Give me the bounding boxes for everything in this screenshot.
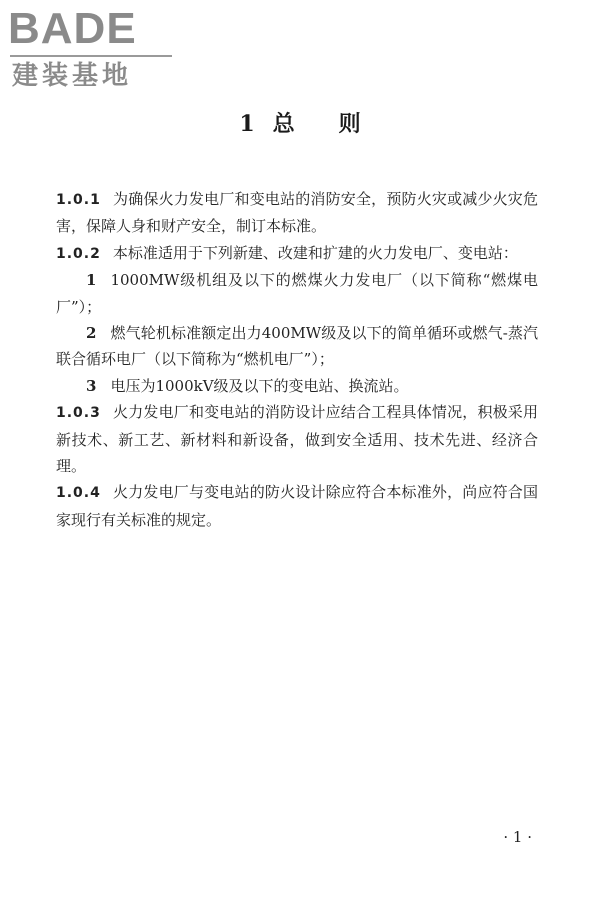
item-number: 3 <box>86 376 97 395</box>
list-item-2 <box>56 320 538 373</box>
clause-number: 1.0.1 <box>56 192 101 208</box>
item-text: 电压为1000kV级及以下的变电站、换流站。 <box>110 376 409 395</box>
chapter-number: 1 <box>239 111 255 137</box>
clause-number: 1.0.2 <box>56 245 101 262</box>
clause-1-0-4 <box>56 479 538 533</box>
chapter-title-part2: 则 <box>338 111 361 137</box>
logo-divider <box>10 55 172 57</box>
item-number: 1 <box>86 271 97 290</box>
clause-number: 1.0.3 <box>56 405 101 422</box>
document-body <box>56 186 538 533</box>
list-item-3 <box>56 373 538 399</box>
clause-1-0-1 <box>56 186 538 240</box>
clause-text: 火力发电厂与变电站的防火设计除应符合本标准外，尚应符合国家现行有关标准的规定。 <box>56 483 538 529</box>
logo-brand-text: BADE <box>8 4 137 53</box>
clause-text: 本标准适用于下列新建、改建和扩建的火力发电厂、变电站： <box>112 243 518 262</box>
chapter-title <box>0 108 600 140</box>
list-item-1 <box>56 267 538 320</box>
clause-1-0-2 <box>56 240 538 267</box>
clause-number: 1.0.4 <box>56 485 101 502</box>
chapter-title-part1: 总 <box>272 111 295 137</box>
logo-subtitle: 建装基地 <box>12 61 133 91</box>
clause-1-0-3 <box>56 399 538 479</box>
item-text: 燃气轮机标准额定出力400MW级及以下的简单循环或燃气-蒸汽联合循环电厂（以下简称为“燃机电厂”）； <box>56 324 538 369</box>
item-text: 1000MW级机组及以下的燃煤火力发电厂（以下简称“燃煤电厂”）； <box>56 271 538 316</box>
bade-logo <box>8 4 178 94</box>
page-number: · 1 · <box>503 828 532 846</box>
clause-text: 为确保火力发电厂和变电站的消防安全，预防火灾或减少火灾危害，保障人身和财产安全，制订本标准。 <box>56 190 538 236</box>
item-number: 2 <box>86 324 97 343</box>
clause-text: 火力发电厂和变电站的消防设计应结合工程具体情况，积极采用新技术、新工艺、新材料和新设备，做到安全适用、技术先进、经济合理。 <box>56 403 538 476</box>
